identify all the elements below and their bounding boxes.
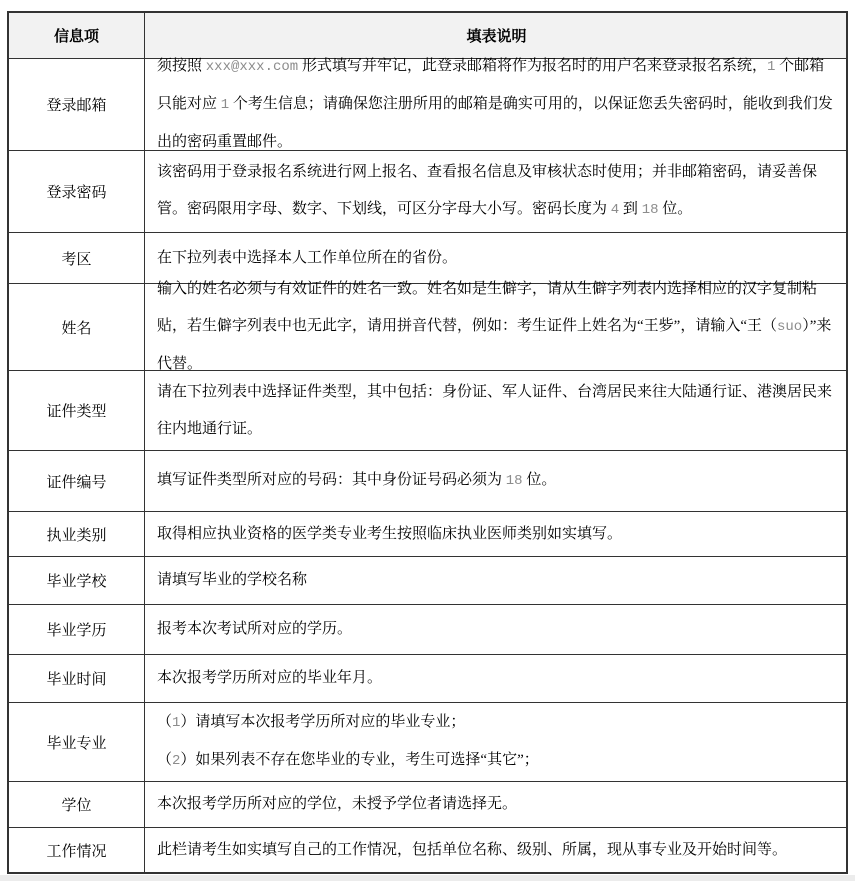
row-name (9, 281, 846, 372)
info-item-label: 证件编号 (9, 451, 145, 511)
info-item-label: 姓名 (9, 284, 145, 370)
row-education-level (9, 605, 846, 655)
header-description: 填表说明 (466, 29, 527, 45)
info-item-label: 学位 (9, 782, 145, 827)
row-login-email (9, 59, 846, 151)
form-instructions-table (7, 11, 848, 874)
row-degree (9, 782, 846, 828)
row-graduation-school (9, 557, 846, 605)
info-item-label: 毕业时间 (9, 655, 145, 702)
info-item-description: 此栏请考生如实填写自己的工作情况，包括单位名称、级别、所属，现从事专业及开始时间等。 (157, 841, 788, 858)
info-item-label: 毕业专业 (9, 703, 145, 781)
info-item-description: 本次报考学历所对应的学位，未授予学位者请选择无。 (157, 796, 518, 812)
info-item-label: 毕业学校 (9, 557, 145, 604)
row-practice-category (9, 512, 846, 557)
info-item-label: 登录密码 (9, 151, 145, 232)
row-id-number (9, 451, 846, 512)
info-item-label: 毕业学历 (9, 605, 145, 654)
header-info-item: 信息项 (9, 13, 145, 58)
info-item-description: 输入的姓名必须与有效证件的姓名一致。姓名如是生僻字，请从生僻字列表内选择相应的汉字复制粘贴，若生僻字列表中也无此字，请用拼音代替，例如：考生证件上姓名为“王㱔”，请输入“王（suo）”来代替。 (157, 281, 832, 372)
info-item-label: 执业类别 (9, 512, 145, 556)
info-item-description: （1）请填写本次报考学历所对应的毕业专业； （2）如果列表不存在您毕业的专业，考生可选择“其它”； (157, 714, 539, 769)
info-item-description: 本次报考学历所对应的毕业年月。 (157, 670, 383, 686)
info-item-description: 报考本次考试所对应的学历。 (157, 621, 353, 637)
info-item-label: 证件类型 (9, 371, 145, 450)
page-bottom-strip (0, 875, 855, 881)
info-item-description: 该密码用于登录报名系统进行网上报名、查看报名信息及审核状态时使用；并非邮箱密码，请妥善保管。密码限用字母、数字、下划线，可区分字母大小写。密码长度为 4 到 18 位。 (157, 164, 818, 218)
info-item-description: 请填写毕业的学校名称 (157, 572, 308, 588)
info-item-label: 登录邮箱 (9, 59, 145, 150)
info-item-label: 考区 (9, 233, 145, 283)
info-item-description: 须按照 xxx@xxx.com 形式填写并牢记，此登录邮箱将作为报名时的用户名来登录报名系统，1 个邮箱只能对应 1 个考生信息；请确保您注册所用的邮箱是确实可用的，以保证您丢失密码时，能收到我们发出的密码重置邮件。 (157, 58, 833, 150)
info-item-label: 工作情况 (9, 828, 145, 872)
info-item-description: 请在下拉列表中选择证件类型，其中包括：身份证、军人证件、台湾居民来往大陆通行证、港澳居民来往内地通行证。 (157, 383, 833, 437)
row-graduation-major (9, 703, 846, 782)
info-item-description: 取得相应执业资格的医学类专业考生按照临床执业医师类别如实填写。 (157, 525, 623, 542)
row-login-password (9, 151, 846, 233)
row-graduation-date (9, 655, 846, 703)
info-item-description: 填写证件类型所对应的号码：其中身份证号码必须为 18 位。 (157, 472, 557, 489)
info-item-description: 在下拉列表中选择本人工作单位所在的省份。 (157, 249, 458, 266)
row-work-status (9, 828, 846, 872)
row-id-type (9, 371, 846, 451)
